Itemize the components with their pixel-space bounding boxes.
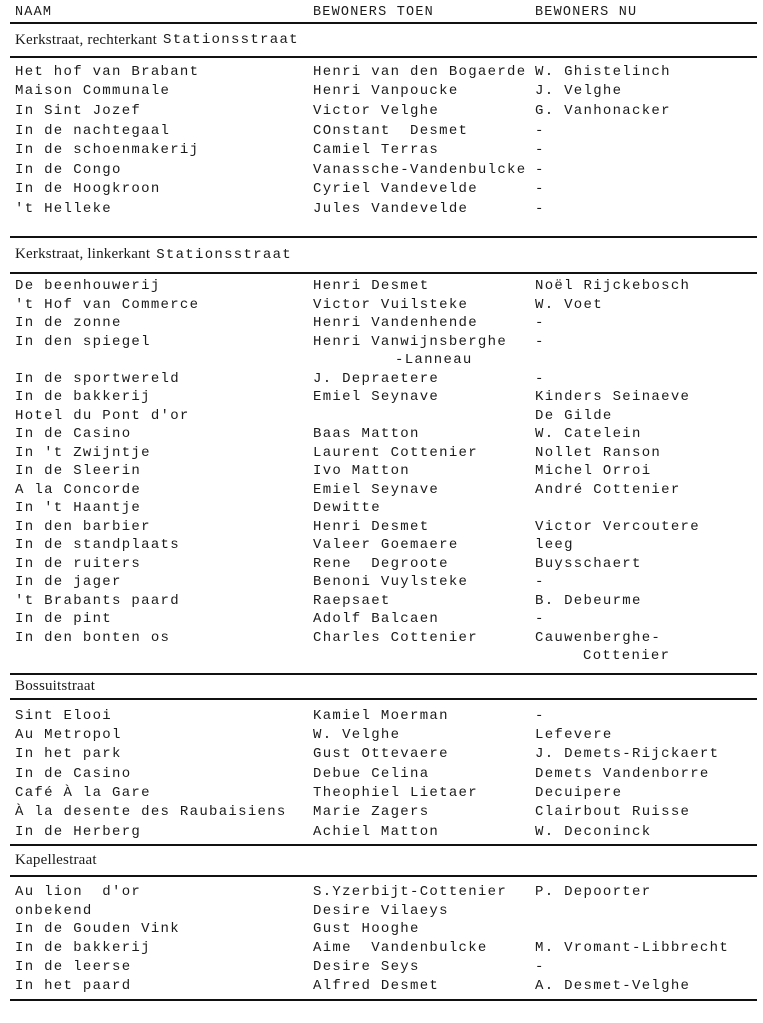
cell-naam: In de pint bbox=[15, 611, 113, 627]
cell-bewoners-nu: Kinders Seinaeve bbox=[535, 389, 691, 405]
table-row bbox=[10, 554, 757, 573]
cell-naam: In den spiegel bbox=[15, 333, 151, 350]
cell-naam: Sint Elooi bbox=[15, 707, 113, 724]
cell-naam: De beenhouwerij bbox=[15, 278, 161, 294]
cell-bewoners-toen: Raepsaet bbox=[313, 592, 391, 609]
street-section bbox=[10, 238, 757, 676]
cell-bewoners-toen: Alfred Desmet bbox=[313, 977, 440, 994]
cell-bewoners-nu: - bbox=[535, 315, 545, 331]
cell-bewoners-nu: Buysschaert bbox=[535, 555, 642, 572]
cell-bewoners-nu: - bbox=[535, 574, 545, 590]
section-rows bbox=[10, 700, 757, 844]
table-row bbox=[10, 160, 757, 180]
cell-naam: In de nachtegaal bbox=[15, 122, 171, 139]
section-rows bbox=[10, 877, 757, 999]
cell-bewoners-toen: Vanassche-Vandenbulcke bbox=[313, 161, 527, 178]
cell-bewoners-toen: W. Velghe bbox=[313, 727, 401, 744]
table-row bbox=[10, 803, 757, 822]
table-row-continuation bbox=[10, 351, 757, 370]
table-row-continuation bbox=[10, 647, 757, 666]
cell-bewoners-toen: Victor Velghe bbox=[313, 102, 440, 119]
cell-naam: In het paard bbox=[15, 977, 132, 994]
table-row bbox=[10, 536, 757, 555]
table-row bbox=[10, 822, 757, 841]
table-row bbox=[10, 517, 757, 536]
cell-bewoners-toen: Adolf Balcaen bbox=[313, 611, 440, 627]
cell-bewoners-toen: Henri Vanpoucke bbox=[313, 83, 459, 100]
table-row bbox=[10, 369, 757, 388]
cell-naam: In de Congo bbox=[15, 161, 122, 178]
cell-bewoners-toen: Valeer Goemaere bbox=[313, 537, 459, 553]
table-row bbox=[10, 764, 757, 783]
cell-bewoners-toen: Achiel Matton bbox=[313, 823, 440, 840]
cell-naam: In het park bbox=[15, 746, 122, 763]
cell-bewoners-toen: Henri Desmet bbox=[313, 278, 430, 294]
document-page bbox=[10, 0, 757, 1001]
cell-bewoners-nu: - bbox=[535, 122, 545, 139]
cell-naam: onbekend bbox=[15, 902, 93, 919]
table-row bbox=[10, 462, 757, 481]
cell-bewoners-toen: Emiel Seynave bbox=[313, 389, 440, 405]
cell-bewoners-toen: Camiel Terras bbox=[313, 142, 440, 159]
header-bewoners-nu: BEWONERS NU bbox=[535, 5, 638, 20]
table-header bbox=[10, 0, 757, 24]
section-title bbox=[10, 675, 757, 700]
cell-bewoners-nu: Decuipere bbox=[535, 785, 623, 802]
cell-bewoners-nu: - bbox=[535, 142, 545, 159]
cell-bewoners-toen: Henri Vanwijnsberghe bbox=[313, 333, 508, 350]
cell-bewoners-toen: Desire Vilaeys bbox=[313, 902, 449, 919]
cell-naam: Au lion d'or bbox=[15, 883, 142, 900]
cell-naam: In de standplaats bbox=[15, 537, 180, 553]
cell-bewoners-nu: leeg bbox=[535, 537, 574, 553]
cell-naam: 't Helleke bbox=[15, 200, 113, 217]
cell-bewoners-toen: Debue Celina bbox=[313, 765, 430, 782]
table-row bbox=[10, 314, 757, 333]
cell-bewoners-nu: P. Depoorter bbox=[535, 883, 652, 900]
section-title bbox=[10, 846, 757, 877]
cell-bewoners-toen: Benoni Vuylsteke bbox=[313, 574, 469, 590]
cell-naam: In de ruiters bbox=[15, 555, 142, 572]
cell-bewoners-nu: - bbox=[535, 161, 545, 178]
cell-bewoners-toen: S.Yzerbijt-Cottenier bbox=[313, 883, 508, 900]
cell-bewoners-nu: André Cottenier bbox=[535, 481, 681, 498]
cell-naam: In de Casino bbox=[15, 426, 132, 442]
section-rows bbox=[10, 274, 757, 674]
cell-naam: Café À la Gare bbox=[15, 785, 151, 802]
section-title-street: Kapellestraat bbox=[15, 852, 97, 869]
street-section bbox=[10, 675, 757, 846]
cell-naam: In de zonne bbox=[15, 315, 122, 331]
cell-naam: Maison Communale bbox=[15, 83, 171, 100]
cell-naam: In den barbier bbox=[15, 518, 151, 535]
street-section bbox=[10, 846, 757, 1001]
cell-naam: In de Gouden Vink bbox=[15, 921, 180, 938]
cell-naam: In de sportwereld bbox=[15, 370, 180, 387]
table-row bbox=[10, 939, 757, 958]
cell-bewoners-toen: Gust Hooghe bbox=[313, 921, 420, 938]
cell-bewoners-nu: - bbox=[535, 181, 545, 198]
cell-naam: Au Metropol bbox=[15, 727, 122, 744]
table-row bbox=[10, 443, 757, 462]
cell-bewoners-toen: Gust Ottevaere bbox=[313, 746, 449, 763]
cell-bewoners-nu: Cauwenberghe- bbox=[535, 629, 662, 646]
cell-bewoners-toen: Desire Seys bbox=[313, 958, 420, 975]
cell-naam: In de Sleerin bbox=[15, 463, 142, 479]
cell-naam: In de jager bbox=[15, 574, 122, 590]
table-row bbox=[10, 121, 757, 141]
street-section bbox=[10, 24, 757, 238]
cell-bewoners-nu: Victor Vercoutere bbox=[535, 518, 700, 535]
cell-bewoners-nu: Demets Vandenborre bbox=[535, 765, 710, 782]
cell-naam: In de Herberg bbox=[15, 823, 142, 840]
cell-bewoners-nu: Lefevere bbox=[535, 727, 613, 744]
cell-bewoners-nu: G. Vanhonacker bbox=[535, 102, 671, 119]
table-row bbox=[10, 610, 757, 629]
table-row bbox=[10, 82, 757, 102]
table-row bbox=[10, 140, 757, 160]
cell-bewoners-nu: J. Velghe bbox=[535, 83, 623, 100]
table-row bbox=[10, 958, 757, 977]
table-row bbox=[10, 726, 757, 745]
cell-bewoners-nu: Noël Rijckebosch bbox=[535, 278, 691, 294]
cell-bewoners-toen: Baas Matton bbox=[313, 426, 420, 442]
table-row bbox=[10, 591, 757, 610]
table-row bbox=[10, 920, 757, 939]
table-row bbox=[10, 199, 757, 219]
cell-naam: In Sint Jozef bbox=[15, 102, 142, 119]
cell-bewoners-toen: Jules Vandevelde bbox=[313, 200, 469, 217]
cell-bewoners-toen: Cyriel Vandevelde bbox=[313, 181, 478, 198]
cell-naam: In de schoenmakerij bbox=[15, 142, 200, 159]
cell-naam: In de Hoogkroon bbox=[15, 181, 161, 198]
section-title-street: Kerkstraat, linkerkant bbox=[15, 246, 151, 263]
header-naam: NAAM bbox=[15, 5, 53, 20]
table-row bbox=[10, 706, 757, 725]
table-row bbox=[10, 976, 757, 995]
table-row bbox=[10, 388, 757, 407]
cell-naam: Hotel du Pont d'or bbox=[15, 407, 190, 424]
table-row bbox=[10, 425, 757, 444]
cell-bewoners-toen: Aime Vandenbulcke bbox=[313, 940, 488, 957]
cell-bewoners-nu: Nollet Ranson bbox=[535, 444, 662, 461]
table-row bbox=[10, 783, 757, 802]
section-title-reference: Stationsstraat bbox=[156, 246, 293, 263]
table-row bbox=[10, 628, 757, 647]
sections bbox=[10, 24, 757, 1001]
table-row bbox=[10, 573, 757, 592]
section-title-street: Kerkstraat, rechterkant bbox=[15, 31, 158, 48]
table-row bbox=[10, 882, 757, 901]
cell-naam: In de leerse bbox=[15, 958, 132, 975]
cell-bewoners-toen: Emiel Seynave bbox=[313, 481, 440, 498]
cell-naam: 't Hof van Commerce bbox=[15, 296, 200, 313]
cell-bewoners-nu: M. Vromant-Libbrecht bbox=[535, 940, 730, 957]
cell-bewoners-toen: Laurent Cottenier bbox=[313, 444, 478, 461]
section-rows bbox=[10, 58, 757, 236]
section-title bbox=[10, 24, 757, 58]
cell-naam: Het hof van Brabant bbox=[15, 63, 200, 80]
cell-bewoners-nu: - bbox=[535, 333, 545, 350]
cell-bewoners-toen: Kamiel Moerman bbox=[313, 707, 449, 724]
cell-bewoners-nu: - bbox=[535, 200, 545, 217]
cell-bewoners-toen: Henri Desmet bbox=[313, 518, 430, 535]
table-row bbox=[10, 295, 757, 314]
cell-naam: In den bonten os bbox=[15, 629, 171, 646]
table-row bbox=[10, 332, 757, 351]
cell-bewoners-nu: W. Ghistelinch bbox=[535, 63, 671, 80]
cell-bewoners-nu: B. Debeurme bbox=[535, 592, 642, 609]
cell-bewoners-toen: Victor Vuilsteke bbox=[313, 296, 469, 313]
cell-naam: 't Brabants paard bbox=[15, 592, 180, 609]
cell-naam: In 't Zwijntje bbox=[15, 444, 151, 461]
table-row bbox=[10, 745, 757, 764]
cell-bewoners-nu: - bbox=[535, 707, 545, 724]
cell-bewoners-toen: Rene Degroote bbox=[313, 555, 449, 572]
cell-bewoners-toen: Henri Vandenhende bbox=[313, 315, 478, 331]
cell-naam: A la Concorde bbox=[15, 481, 142, 498]
cell-naam: In de bakkerij bbox=[15, 389, 151, 405]
cell-naam: In de bakkerij bbox=[15, 940, 151, 957]
cell-bewoners-nu-continued: Cottenier bbox=[583, 648, 671, 664]
cell-bewoners-nu: - bbox=[535, 611, 545, 627]
section-title-reference: Stationsstraat bbox=[163, 32, 299, 48]
cell-bewoners-toen: Ivo Matton bbox=[313, 463, 411, 479]
cell-bewoners-toen: Dewitte bbox=[313, 500, 381, 516]
section-title bbox=[10, 238, 757, 274]
cell-bewoners-toen: Henri van den Bogaerde bbox=[313, 63, 527, 80]
cell-naam: In 't Haantje bbox=[15, 500, 142, 516]
cell-naam: In de Casino bbox=[15, 765, 132, 782]
cell-bewoners-toen: Charles Cottenier bbox=[313, 629, 478, 646]
table-row bbox=[10, 406, 757, 425]
table-row bbox=[10, 901, 757, 920]
cell-bewoners-nu: W. Voet bbox=[535, 296, 603, 313]
cell-bewoners-toen-continued: -Lanneau bbox=[395, 352, 473, 368]
cell-bewoners-nu: Michel Orroi bbox=[535, 463, 652, 479]
table-row bbox=[10, 499, 757, 518]
cell-bewoners-toen: J. Depraetere bbox=[313, 370, 440, 387]
cell-bewoners-nu: - bbox=[535, 958, 545, 975]
cell-bewoners-toen: Marie Zagers bbox=[313, 804, 430, 821]
cell-bewoners-nu: W. Catelein bbox=[535, 426, 642, 442]
cell-bewoners-nu: Clairbout Ruisse bbox=[535, 804, 691, 821]
table-row bbox=[10, 277, 757, 296]
table-row bbox=[10, 180, 757, 200]
cell-bewoners-nu: W. Deconinck bbox=[535, 823, 652, 840]
cell-naam: À la desente des Raubaisiens bbox=[15, 804, 287, 821]
header-bewoners-toen: BEWONERS TOEN bbox=[313, 5, 434, 20]
table-row bbox=[10, 101, 757, 121]
section-title-street: Bossuitstraat bbox=[15, 678, 96, 695]
cell-bewoners-toen: COnstant Desmet bbox=[313, 122, 469, 139]
cell-bewoners-nu: - bbox=[535, 370, 545, 387]
table-row bbox=[10, 480, 757, 499]
cell-bewoners-nu: A. Desmet-Velghe bbox=[535, 977, 691, 994]
table-row bbox=[10, 62, 757, 82]
cell-bewoners-nu: De Gilde bbox=[535, 407, 613, 424]
cell-bewoners-nu: J. Demets-Rijckaert bbox=[535, 746, 720, 763]
cell-bewoners-toen: Theophiel Lietaer bbox=[313, 785, 478, 802]
